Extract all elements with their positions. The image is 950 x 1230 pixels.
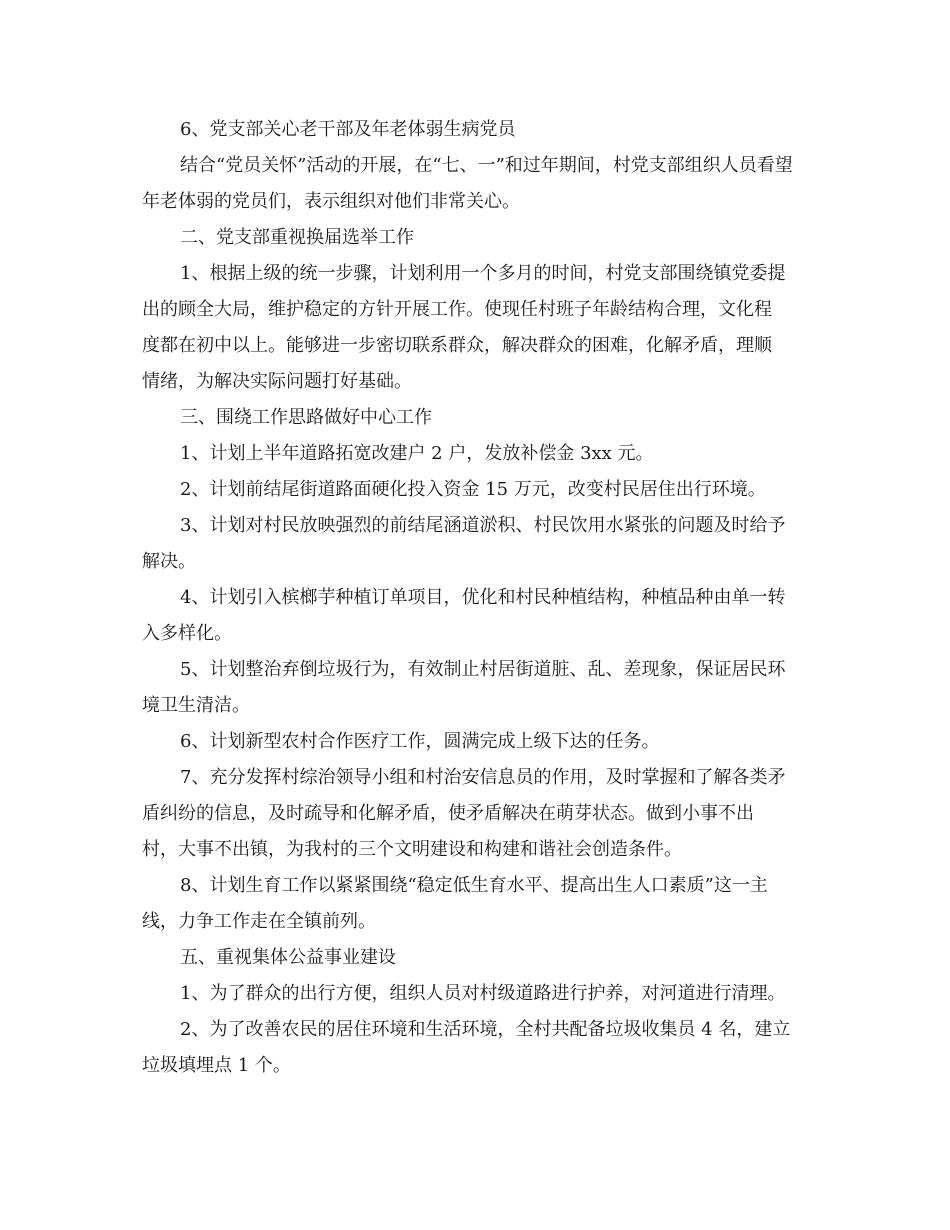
text-line: 度都在初中以上。能够进一步密切联系群众，解决群众的困难，化解矛盾，理顺 bbox=[142, 335, 772, 356]
document-body bbox=[142, 112, 808, 1084]
text-line: 6、计划新型农村合作医疗工作，圆满完成上级下达的任务。 bbox=[180, 731, 660, 752]
text-line: 3、计划对村民放映强烈的前结尾涵道淤积、村民饮用水紧张的问题及时给予 bbox=[180, 515, 786, 536]
text-line: 村，大事不出镇，为我村的三个文明建设和构建和谐社会创造条件。 bbox=[142, 839, 682, 860]
text-line: 6、党支部关心老干部及年老体弱生病党员 bbox=[180, 119, 516, 140]
text-line: 垃圾填埋点 1 个。 bbox=[142, 1055, 291, 1076]
section-heading: 五、重视集体公益事业建设 bbox=[180, 947, 396, 968]
text-line: 解决。 bbox=[142, 551, 196, 572]
text-line: 5、计划整治弃倒垃圾行为，有效制止村居街道脏、乱、差现象，保证居民环 bbox=[180, 659, 786, 680]
text-line: 结合“党员关怀”活动的开展，在“七、一”和过年期间，村党支部组织人员看望 bbox=[180, 155, 793, 176]
text-line: 盾纠纷的信息，及时疏导和化解矛盾，使矛盾解决在萌芽状态。做到小事不出 bbox=[142, 803, 754, 824]
text-line: 年老体弱的党员们，表示组织对他们非常关心。 bbox=[142, 191, 520, 212]
text-line: 1、为了群众的出行方便，组织人员对村级道路进行护养，对河道进行清理。 bbox=[180, 983, 786, 1004]
text-line: 8、计划生育工作以紧紧围绕“稳定低生育水平、提高出生人口素质”这一主 bbox=[180, 875, 768, 896]
text-line: 出的顾全大局，维护稳定的方针开展工作。使现任村班子年龄结构合理，文化程 bbox=[142, 299, 772, 320]
text-line: 4、计划引入槟榔芋种植订单项目，优化和村民种植结构，种植品种由单一转 bbox=[180, 587, 786, 608]
text-line: 1、根据上级的统一步骤，计划利用一个多月的时间，村党支部围绕镇党委提 bbox=[180, 263, 786, 284]
text-line: 境卫生清洁。 bbox=[142, 695, 250, 716]
text-line: 情绪，为解决实际问题打好基础。 bbox=[142, 371, 412, 392]
text-line: 2、为了改善农民的居住环境和生活环境，全村共配备垃圾收集员 4 名，建立 bbox=[180, 1019, 791, 1040]
text-line: 入多样化。 bbox=[142, 623, 232, 644]
text-line: 7、充分发挥村综治领导小组和村治安信息员的作用，及时掌握和了解各类矛 bbox=[180, 767, 786, 788]
section-heading: 二、党支部重视换届选举工作 bbox=[180, 227, 414, 248]
text-line: 2、计划前结尾街道路面硬化投入资金 15 万元，改变村民居住出行环境。 bbox=[180, 479, 766, 500]
section-heading: 三、围绕工作思路做好中心工作 bbox=[180, 407, 432, 428]
text-line: 1、计划上半年道路拓宽改建户 2 户，发放补偿金 3xx 元。 bbox=[180, 443, 654, 464]
text-line: 线，力争工作走在全镇前列。 bbox=[142, 911, 376, 932]
